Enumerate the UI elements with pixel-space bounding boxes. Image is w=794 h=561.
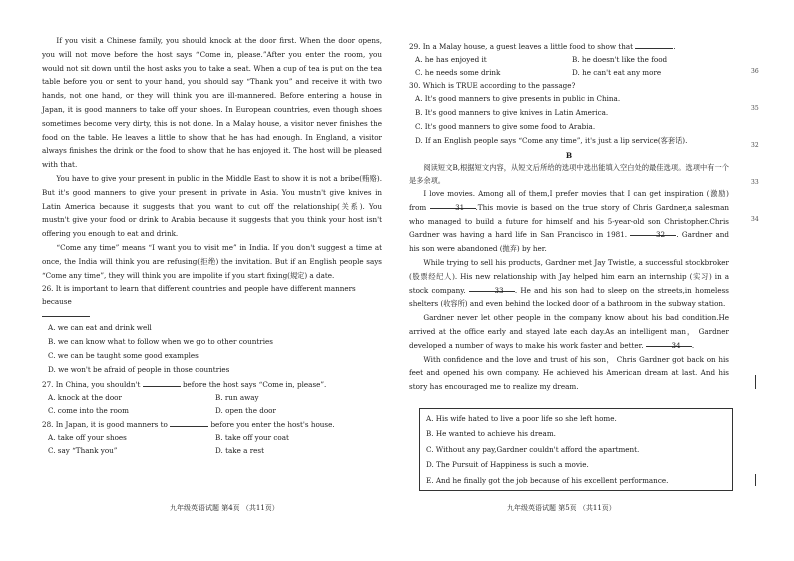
margin-mark: 35 [751,105,759,112]
option-c: C. he needs some drink [415,68,501,77]
option-d: D. take a rest [215,445,264,455]
question-27-options [42,391,382,417]
question-29-stem: 29. In a Malay house, a guest leaves a little food to show that . [409,42,676,51]
cloze-paragraph-3: Gardner never let other people in the company know about his bad condition.He arrived at the office early and stayed late each day.As an intelligent man， Gardner developed a number of ways to make his work faster and better. 34 . [409,313,729,350]
answer-blank [143,379,181,387]
passage-paragraph-3: “Come any time” means “I want you to visit me” in India. If you don't suggest a time at once, the India will think you are refusing(拒绝) the invitation. But if an English people says “Come any time”, they will think you are impolite if you start fixing(規定) a date. [42,242,382,280]
cloze-options-box [419,408,733,492]
box-option-b: B. He wanted to achieve his dream. [426,429,556,439]
option-b: B. take off your coat [215,432,289,442]
option-c: C. It's good manners to give some food to Arabia. [415,122,596,131]
option-b: B. It's good manners to give knives in Latin America. [415,108,609,117]
option-a: A. we can eat and drink well [48,323,152,333]
cloze-blank-31: 31 [430,201,476,209]
margin-mark: 36 [751,68,759,75]
margin-bar [755,474,756,486]
question-29-options [409,53,729,79]
question-26-blank-line [42,308,382,321]
box-option-a: A. His wife hated to live a poor life so she left home. [426,413,617,423]
question-28-stem: 28. In Japan, it is good manners to before you enter the host's house. [42,419,335,429]
right-exam-page [397,0,794,561]
option-b: B. he doesn't like the food [572,55,668,64]
margin-mark: 33 [751,179,759,186]
answer-blank [170,419,208,427]
option-a: A. take off your shoes [48,432,127,442]
cloze-blank-34: 34 [646,339,692,347]
option-c: C. say “Thank you” [48,445,118,455]
right-column [409,40,729,491]
margin-mark: 34 [751,216,759,223]
question-26 [42,282,382,376]
cloze-paragraph-2: While trying to sell his products, Gardner met Jay Twistle, a successful stockbroker (股票经纪人). His new relationship with Jay helped him earn an internship (实习) in a stock company. 33 . He and his son had to sleep on the streets,in homeless shelters (收容所) and even behind the locked door of a bathroom in the subway station. [409,257,729,309]
box-option-d: D. The Pursuit of Happiness is such a movie. [426,460,589,470]
page-footer-right: 九年级英语试题 第5页 （共11页） [507,504,616,512]
question-29 [409,40,729,79]
cloze-paragraph-1: I love movies. Among all of them,I prefer movies that I can get inspiration (激励) from 31 .This movie is based on the true story of Chris Gardner,a salesman who managed to build a future for himself and his 5-year-old son Christopher.Chris Gardner was having a hard life in San Francisco in 1981. 32 . Gardner and his son were abandoned (抛弃) by her. [409,189,729,254]
option-d: D. open the door [215,405,276,415]
question-27-stem: 27. In China, you shouldn't before the host says “Come in, please”. [42,379,327,389]
question-30 [409,79,729,148]
question-28-options [42,431,382,457]
section-b-instruction: 阅读短文B,根据短文内容，从短文后所给的选项中选出能填入空白处的最佳选项。选项中有一个是多余项。 [409,163,729,185]
page-footer-left: 九年级英语试题 第4页 （共11页） [170,504,279,512]
option-b: B. run away [215,392,259,402]
question-30-stem: 30. Which is TRUE according to the passage? [409,81,576,90]
option-c: C. we can be taught some good examples [48,350,199,360]
cloze-blank-32: 32 [630,228,676,236]
answer-blank [635,41,673,49]
option-b: B. we can know what to follow when we go to other countries [48,337,273,347]
question-28 [42,418,382,457]
question-26-options [42,321,382,376]
option-a: A. knock at the door [48,392,122,402]
option-d: D. If an English people says “Come any time”, it's just a lip service(客套话). [415,136,688,145]
option-d: D. he can't eat any more [572,68,662,77]
section-b-heading: B [565,151,573,160]
margin-mark: 32 [751,142,759,149]
margin-bar [755,375,756,389]
answer-blank [42,309,90,317]
option-c: C. come into the room [48,405,129,415]
left-column [42,34,382,457]
passage-paragraph-2: You have to give your present in public in the Middle East to show it is not a bribe(贿赂). But it's good manners to give your present in private in Asia. You mustn't give knives in Latin America because it suggests that you want to cut off the relationship(关系). You mustn't give your food or drink to Arabia because it suggests that you think your host isn't offering you enough to eat and drink. [42,173,382,239]
passage-paragraph-1: If you visit a Chinese family, you should knock at the door first. When the door opens, you will not move before the host says “Come in, please.”After you enter the room, you would not sit down until the host asks you to take a seat. When a cup of tea is put on the tea table before you or sent to your hand, you should say “Thank you” and receive it with two hands, not one hand, or they will think you are ill-mannered. Before entering a house in Japan, it is good manners to take off your shoes. In European countries, even though shoes sometimes become very dirty, this is not done. In a Malay house, a visitor never finishes the food on the table. He leaves a little to show that he has had enough. In England, a visitor always finishes the drink or the food to show that he has enjoyed it. The host will be pleased with that. [42,36,382,170]
option-d: D. we won't be afraid of people in those countries [48,364,230,374]
question-26-stem: 26. It is important to learn that different countries and people have different manners because [42,284,356,307]
box-option-c: C. Without any pay,Gardner couldn't afford the apartment. [426,444,640,454]
cloze-paragraph-4: With confidence and the love and trust of his son， Chris Gardner got back on his feet and opened his own company. He achieved his American dream at last. And his story has encouraged me to realize my dream. [409,354,729,392]
question-30-options [409,92,729,148]
question-27 [42,378,382,417]
option-a: A. he has enjoyed it [415,55,487,64]
box-option-e: E. And he finally got the job because of his excellent performance. [426,475,669,485]
margin-marks [751,68,781,253]
cloze-blank-33: 33 [469,284,515,292]
option-a: A. It's good manners to give presents in public in China. [415,94,621,103]
